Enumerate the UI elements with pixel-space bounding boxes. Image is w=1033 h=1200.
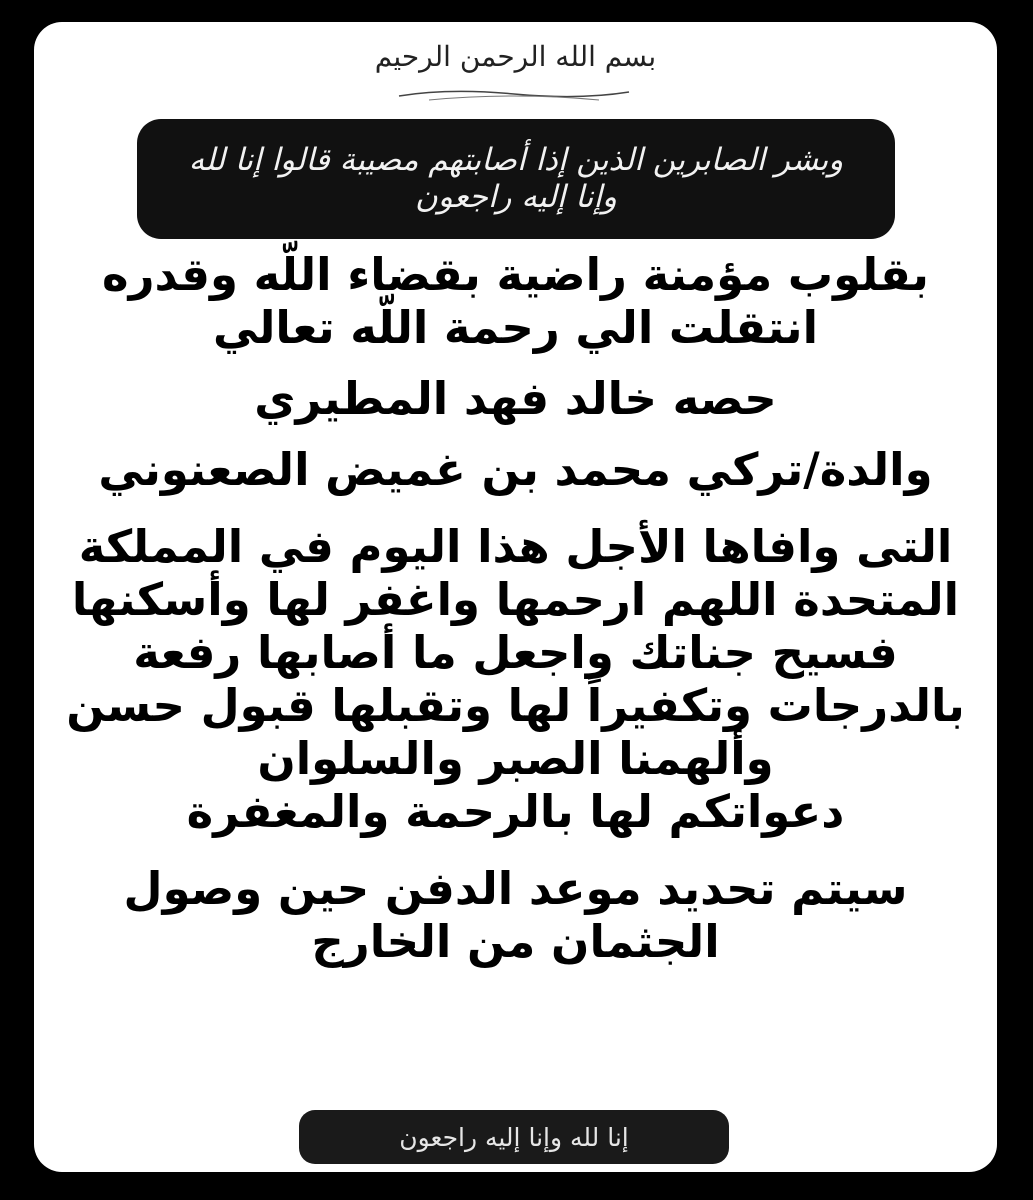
announcement-line-passed-away: انتقلت الي رحمة اللّه تعالي [213, 301, 818, 354]
deceased-relation: والدة/تركي محمد بن غميض الصعنوني [98, 443, 933, 496]
announcement-line-opening: بقلوب مؤمنة راضية بقضاء اللّه وقدره [102, 248, 929, 301]
condolence-card [34, 22, 997, 1172]
deceased-name: حصه خالد فهد المطيري [254, 372, 777, 425]
announcement-line-place: التى وافاها الأجل هذا اليوم في المملكة [78, 520, 953, 573]
quran-verse-banner [137, 119, 895, 239]
prayer-line-3: بالدرجات وتكفيراً لها وتقبلها قبول حسن [66, 679, 965, 732]
footer-verse-text: إنا لله وإنا إليه راجعون [399, 1122, 629, 1152]
footer-verse-banner [299, 1110, 729, 1164]
announcement-body [34, 248, 997, 968]
prayer-line-2: فسيح جناتك واجعل ما أصابها رفعة [133, 626, 898, 679]
prayer-request-line: دعواتكم لها بالرحمة والمغفرة [186, 785, 845, 838]
burial-notice-line-2: الجثمان من الخارج [311, 915, 720, 968]
basmala-heading: بسم الله الرحمن الرحيم [374, 40, 657, 73]
prayer-line-4: وألهمنا الصبر والسلوان [257, 732, 774, 785]
quran-verse-text: وبشر الصابرين الذين إذا أصابتهم مصيبة قالوا إنا لله وإنا إليه راجعون [188, 141, 844, 215]
prayer-line-1: المتحدة اللهم ارحمها واغفر لها وأسكنها [71, 573, 960, 626]
burial-notice-line-1: سيتم تحديد موعد الدفن حين وصول [123, 862, 908, 915]
